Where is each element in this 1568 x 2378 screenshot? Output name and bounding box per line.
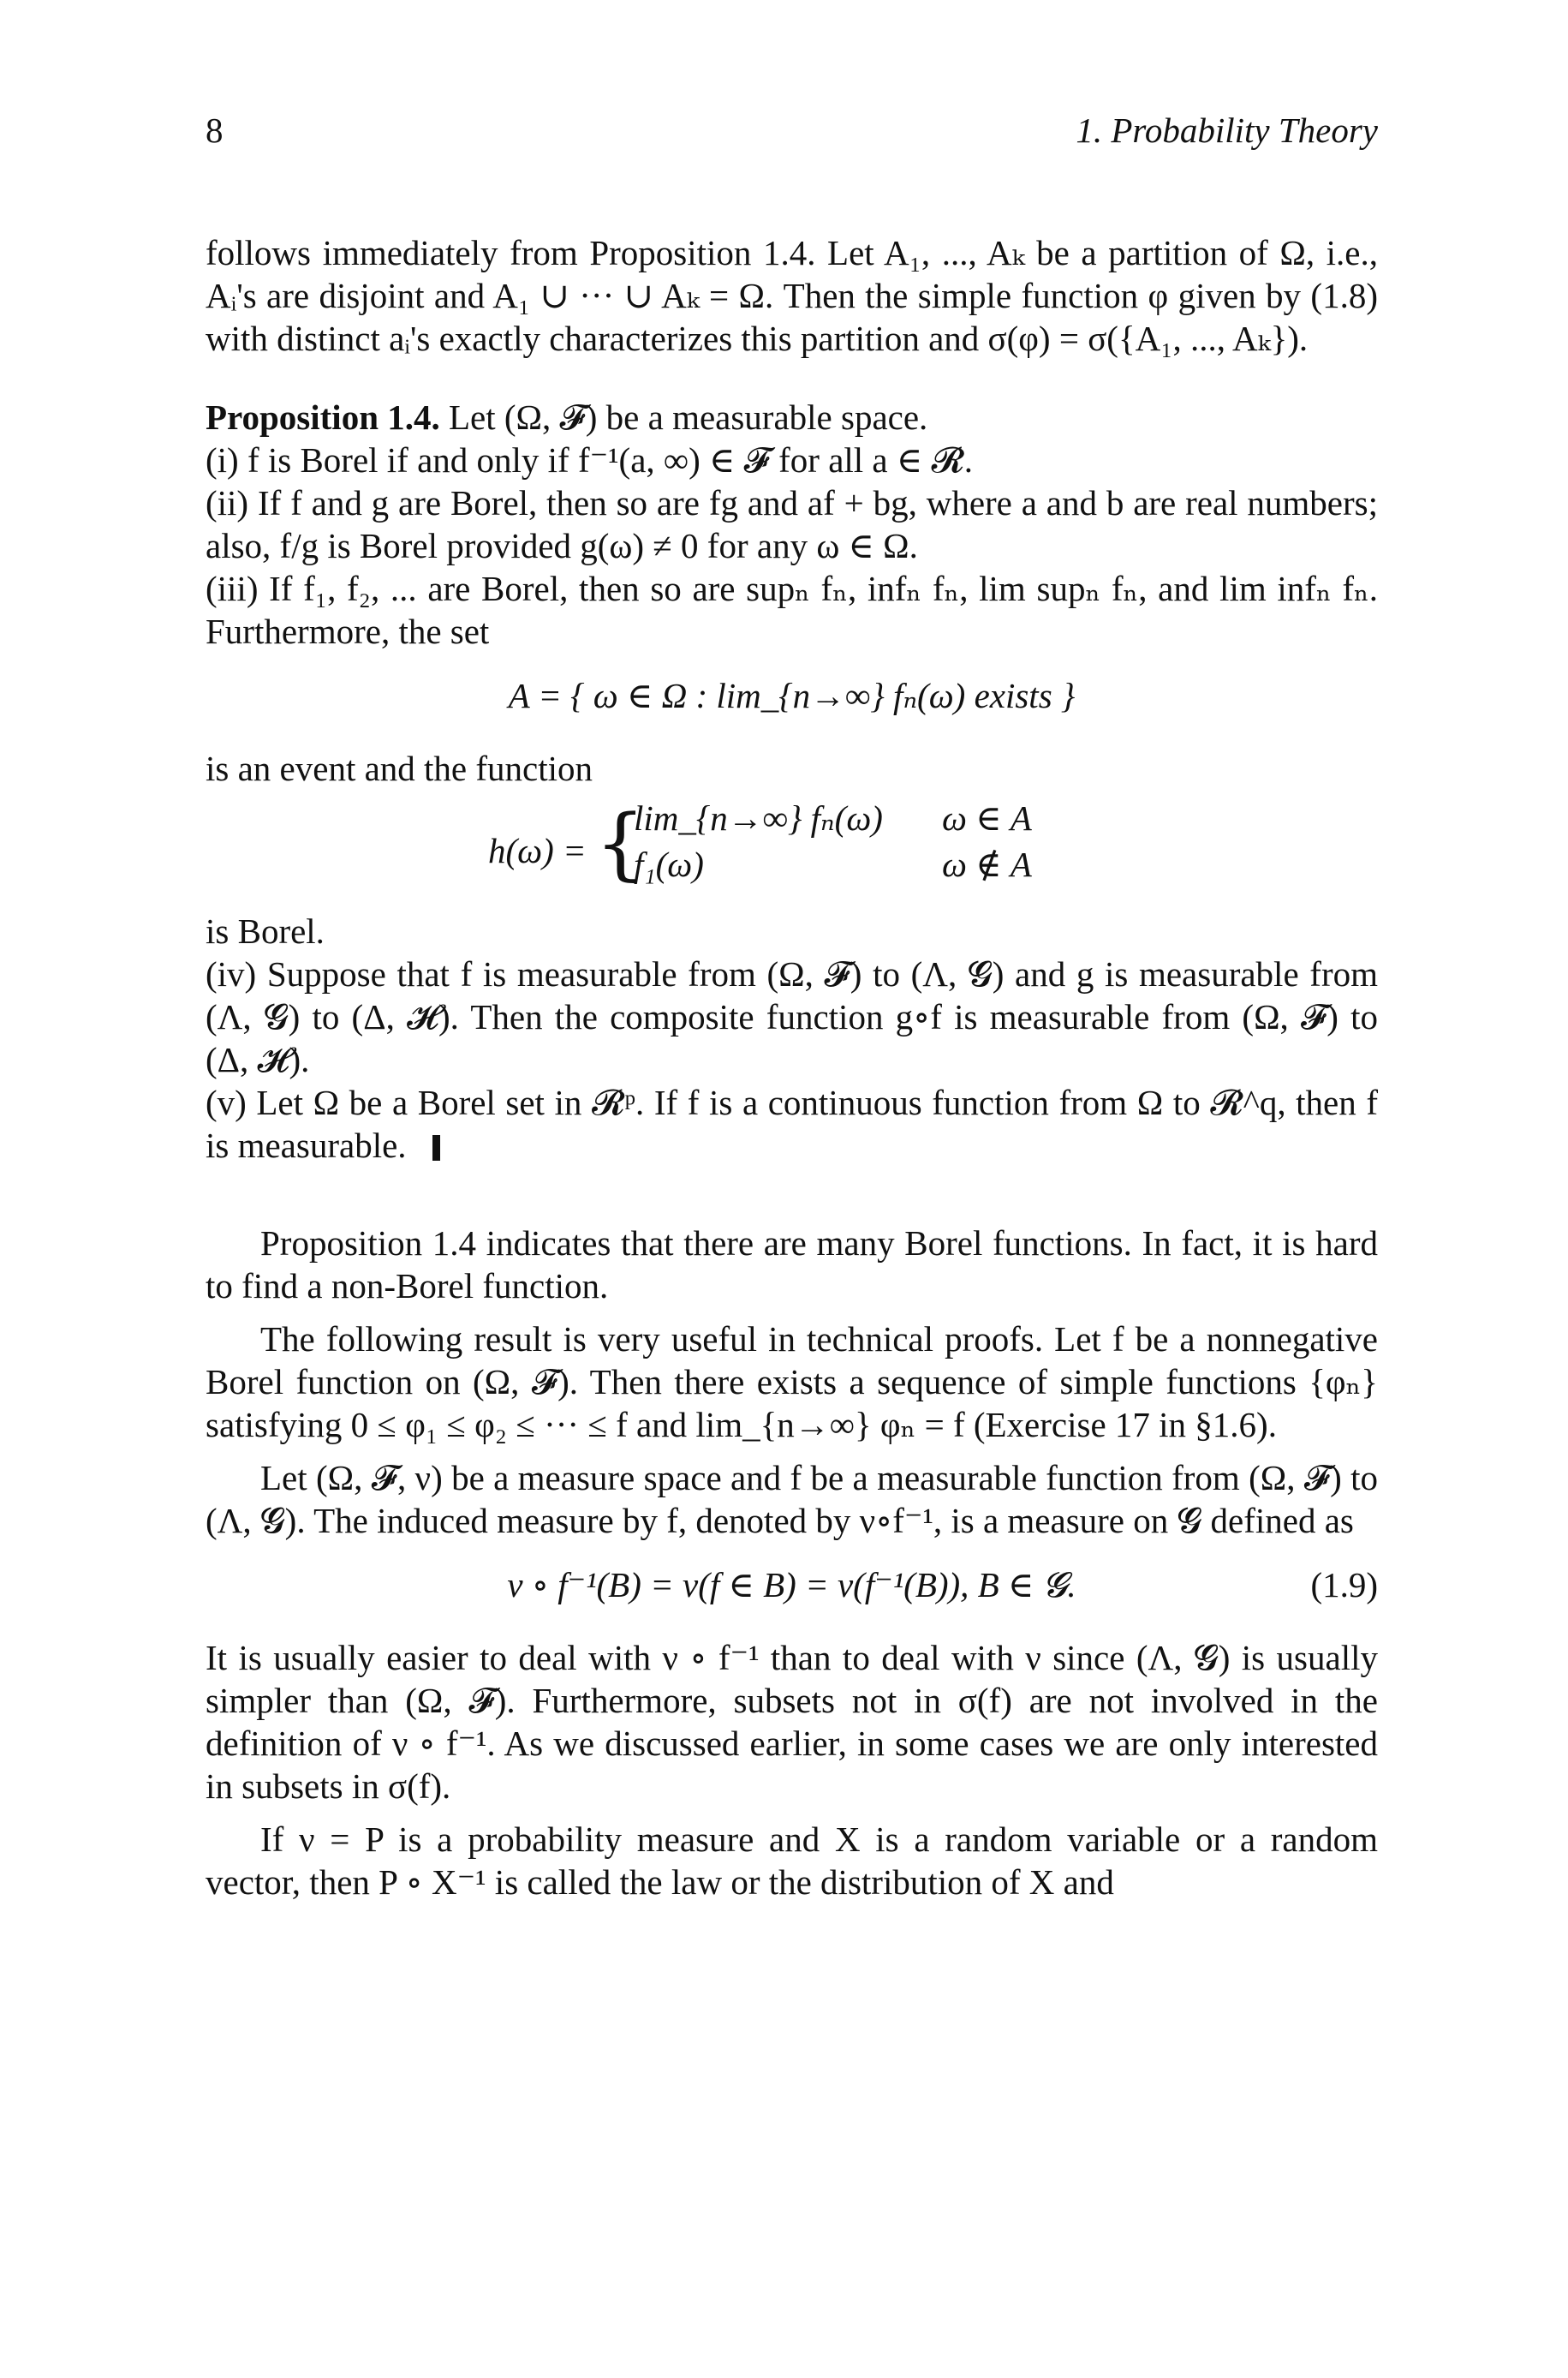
left-brace: { [595, 798, 646, 889]
equation-1-9-display [206, 1542, 1378, 1636]
piecewise-function-display [206, 790, 1378, 910]
proposition-item-v-text: (v) Let Ω be a Borel set in 𝓡ᵖ. If f is a continuous function from Ω to 𝓡^q, then f is measurable. [206, 1083, 1378, 1165]
page-header [206, 110, 1378, 161]
case1-expression: lim_{n→∞} fₙ(ω) [634, 798, 883, 838]
paragraph-borel-functions: Proposition 1.4 indicates that there are many Borel functions. In fact, it is hard to find a non-Borel function. [206, 1223, 1378, 1306]
proposition-item-i: (i) f is Borel if and only if f⁻¹(a, ∞) ∈ 𝓕 for all a ∈ 𝓡. [206, 440, 974, 480]
case1-condition: ω ∈ A [942, 798, 1032, 838]
h-function-lhs: h(ω) = [488, 831, 587, 870]
case2-condition: ω ∉ A [942, 845, 1032, 884]
page-number: 8 [206, 111, 224, 150]
paragraph-law: If ν = P is a probability measure and X is a random variable or a random vector, then P ∘ X⁻¹ is called the law or the distribution of X and [206, 1819, 1378, 1902]
proposition-item-iv: (iv) Suppose that f is measurable from (Ω, 𝓕) to (Λ, 𝓖) and g is measurable from (Λ, 𝓖) to (Δ, 𝓗). Then the composite function g∘f is measurable from (Ω, 𝓕) to (Δ, 𝓗). [206, 954, 1378, 1079]
set-a-equation: A = { ω ∈ Ω : lim_{n→∞} fₙ(ω) exists } [508, 676, 1076, 715]
end-of-proof-mark [432, 1135, 440, 1161]
paragraph-induced-measure: Let (Ω, 𝓕, ν) be a measure space and f be a measurable function from (Ω, 𝓕) to (Λ, 𝓖). The induced measure by f, denoted by ν∘f⁻¹, is a measure on 𝓖 defined as [206, 1458, 1378, 1540]
proposition-heading [206, 396, 1378, 439]
proposition-item-iii: (iii) If f₁, f₂, ... are Borel, then so are supₙ fₙ, infₙ fₙ, lim supₙ fₙ, and lim infₙ fₙ. Furthermore, the set [206, 569, 1378, 651]
proposition-label: Proposition 1.4. [206, 397, 440, 437]
proposition-item-v [206, 1081, 1378, 1167]
is-borel-text: is Borel. [206, 911, 325, 951]
set-definition-display [206, 653, 1378, 747]
proposition-intro: Let (Ω, 𝓕) be a measurable space. [449, 397, 928, 437]
event-text: is an event and the function [206, 749, 593, 788]
page-body [206, 231, 1378, 1903]
equation-number: (1.9) [1310, 1565, 1378, 1604]
proposition-item-ii: (ii) If f and g are Borel, then so are fg and af + bg, where a and b are real numbers; also, f/g is Borel provided g(ω) ≠ 0 for any ω ∈ Ω. [206, 483, 1378, 565]
paragraph-simple-functions: The following result is very useful in technical proofs. Let f be a nonnegative Borel function on (Ω, 𝓕). Then there exists a sequence of simple functions {φₙ} satisfying 0 ≤ φ₁ ≤ φ₂ ≤ ··· ≤ f and lim_{n→∞} φₙ = f (Exercise 17 in §1.6). [206, 1319, 1378, 1444]
case2-expression: f₁(ω) [634, 845, 704, 884]
paragraph-continuation: follows immediately from Proposition 1.4. Let A₁, ..., Aₖ be a partition of Ω, i.e., Aᵢ's are disjoint and A₁ ∪ ··· ∪ Aₖ = Ω. Then the simple function φ given by (1.8) with distinct aᵢ's exactly characterizes this partition and σ(φ) = σ({A₁, ..., Aₖ}). [206, 233, 1378, 358]
equation-1-9: ν ∘ f⁻¹(B) = ν(f ∈ B) = ν(f⁻¹(B)), B ∈ 𝓖. [507, 1565, 1076, 1604]
running-title: 1. Probability Theory [1076, 111, 1378, 150]
paragraph-easier: It is usually easier to deal with ν ∘ f⁻¹ than to deal with ν since (Λ, 𝓖) is usually simpler than (Ω, 𝓕). Furthermore, subsets not in σ(f) are not involved in the definition of ν ∘ f⁻¹. As we discussed earlier, in some cases we are only interested in subsets in σ(f). [206, 1638, 1378, 1806]
